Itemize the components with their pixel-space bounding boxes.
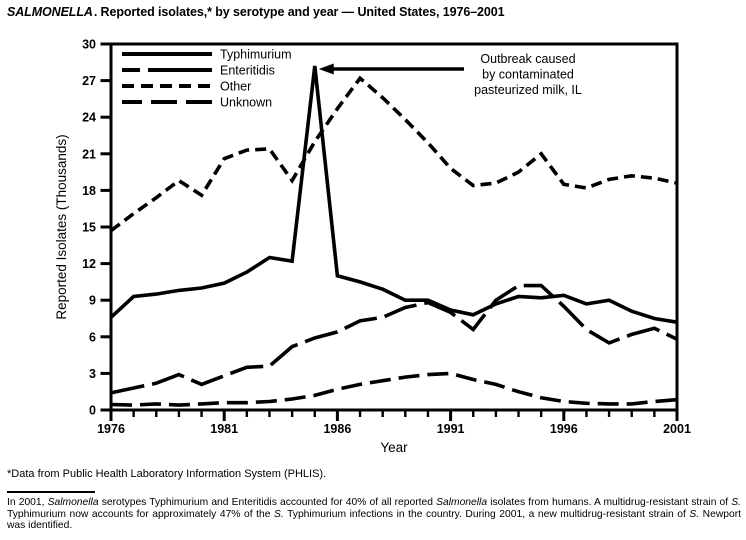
x-tick-label: 1996	[549, 422, 578, 436]
y-tick-label: 9	[89, 293, 96, 308]
y-axis-title: Reported Isolates (Thousands)	[54, 134, 69, 320]
footnote-divider	[7, 491, 95, 493]
x-tick-label: 1986	[323, 422, 352, 436]
x-axis-title: Year	[380, 440, 408, 455]
y-tick-label: 21	[82, 147, 96, 162]
y-tick-label: 6	[89, 330, 96, 345]
x-tick-label: 1991	[436, 422, 465, 436]
axes	[54, 38, 691, 456]
data-source-footnote: *Data from Public Health Laboratory Information System (PHLIS).	[7, 468, 327, 480]
x-axis	[97, 412, 691, 437]
y-tick-label: 30	[82, 37, 96, 52]
figure-title: SALMONELLA. Reported isolates,* by serotype and year — United States, 1976–2001	[7, 5, 505, 19]
y-tick-label: 18	[82, 183, 96, 198]
y-tick-label: 12	[82, 257, 96, 272]
legend-label-other: Other	[220, 79, 252, 94]
annotation-arrowhead-icon	[319, 63, 334, 74]
legend-label-enteritidis: Enteritidis	[220, 63, 275, 78]
annotation-text-line: Outbreak caused	[480, 52, 576, 66]
legend	[122, 48, 292, 110]
y-tick-label: 15	[82, 220, 96, 235]
legend-label-typhimurium: Typhimurium	[220, 47, 292, 62]
salmonella-line-chart	[0, 28, 746, 463]
x-tick-label: 1976	[97, 422, 125, 436]
plot-border	[111, 44, 677, 410]
series-line-typhimurium	[111, 63, 677, 322]
outbreak-annotation	[319, 52, 582, 97]
y-tick-label: 27	[82, 74, 96, 89]
y-tick-label: 0	[89, 403, 96, 418]
y-tick-label: 3	[89, 366, 96, 381]
legend-label-unknown: Unknown	[220, 95, 273, 110]
annotation-text-line: pasteurized milk, IL	[474, 83, 582, 97]
series-line-unknown	[111, 373, 677, 405]
summary-footnote: In 2001, Salmonella serotypes Typhimurium and Enteritidis accounted for 40% of all reported Salmonella isolates from humans. A multidrug-resistant strain of S. Typhimurium now accounts for approximately 47% of the S. Typhimurium infections in the country. During 2001, a new multidrug-resistant strain of S. Newport was identified.	[7, 497, 742, 532]
y-axis	[82, 38, 109, 418]
x-tick-label: 2001	[663, 422, 691, 436]
y-tick-label: 24	[82, 110, 96, 125]
annotation-text-line: by contaminated	[482, 67, 574, 82]
series-lines	[111, 63, 677, 405]
x-tick-label: 1981	[210, 422, 239, 436]
